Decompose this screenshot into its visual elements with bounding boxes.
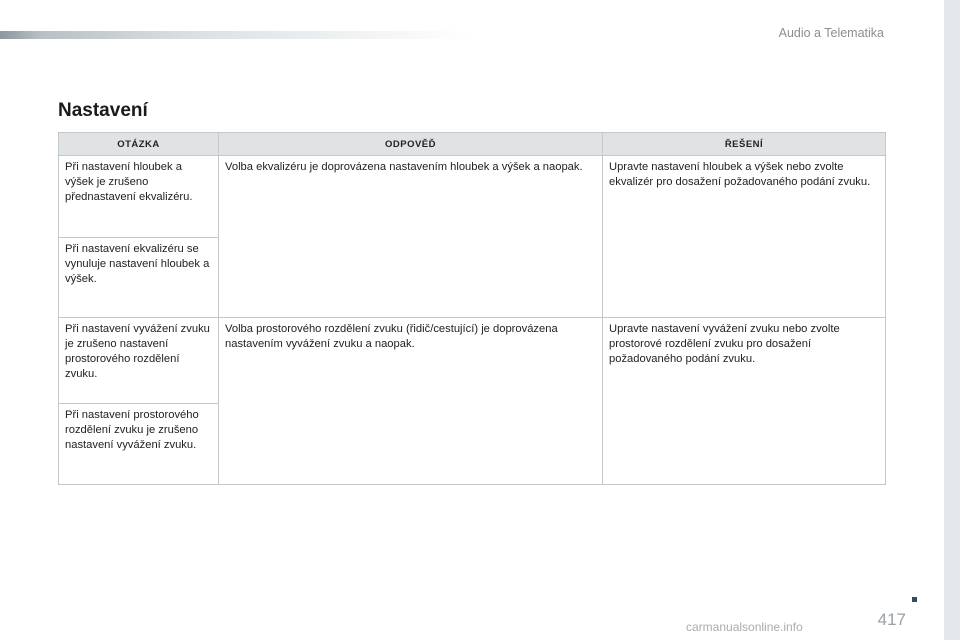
- answer-cell: Volba ekvalizéru je doprovázena nastavením hloubek a výšek a naopak.: [219, 156, 603, 318]
- section-header: Audio a Telematika: [778, 26, 884, 40]
- question-cell: Při nastavení ekvalizéru se vynuluje nastavení hloubek a výšek.: [59, 238, 219, 318]
- table-row: [59, 318, 886, 403]
- watermark-text: carmanualsonline.info: [686, 620, 803, 634]
- question-cell: Při nastavení hloubek a výšek je zrušeno přednastavení ekvalizéru.: [59, 156, 219, 238]
- page-title: Nastavení: [58, 100, 148, 121]
- column-header-answer: ODPOVĚĎ: [219, 133, 603, 156]
- question-cell: Při nastavení prostorového rozdělení zvuku je zrušeno nastavení vyvážení zvuku.: [59, 403, 219, 484]
- table-header-row: [59, 133, 886, 156]
- table-row: [59, 156, 886, 238]
- page-number: 417: [877, 610, 906, 629]
- page-marker-square: [912, 597, 917, 602]
- solution-cell: Upravte nastavení hloubek a výšek nebo zvolte ekvalizér pro dosažení požadovaného podání zvuku.: [603, 156, 886, 318]
- answer-cell: Volba prostorového rozdělení zvuku (řidič/cestující) je doprovázena nastavením vyvážení zvuku a naopak.: [219, 318, 603, 485]
- solution-cell: Upravte nastavení vyvážení zvuku nebo zvolte prostorové rozdělení zvuku pro dosažení požadovaného podání zvuku.: [603, 318, 886, 485]
- column-header-question: OTÁZKA: [59, 133, 219, 156]
- column-header-solution: ŘEŠENÍ: [603, 133, 886, 156]
- page-edge-strip: [944, 0, 960, 640]
- header-accent-bar: [0, 31, 470, 39]
- question-cell: Při nastavení vyvážení zvuku je zrušeno nastavení prostorového rozdělení zvuku.: [59, 318, 219, 403]
- faq-table: [58, 132, 886, 485]
